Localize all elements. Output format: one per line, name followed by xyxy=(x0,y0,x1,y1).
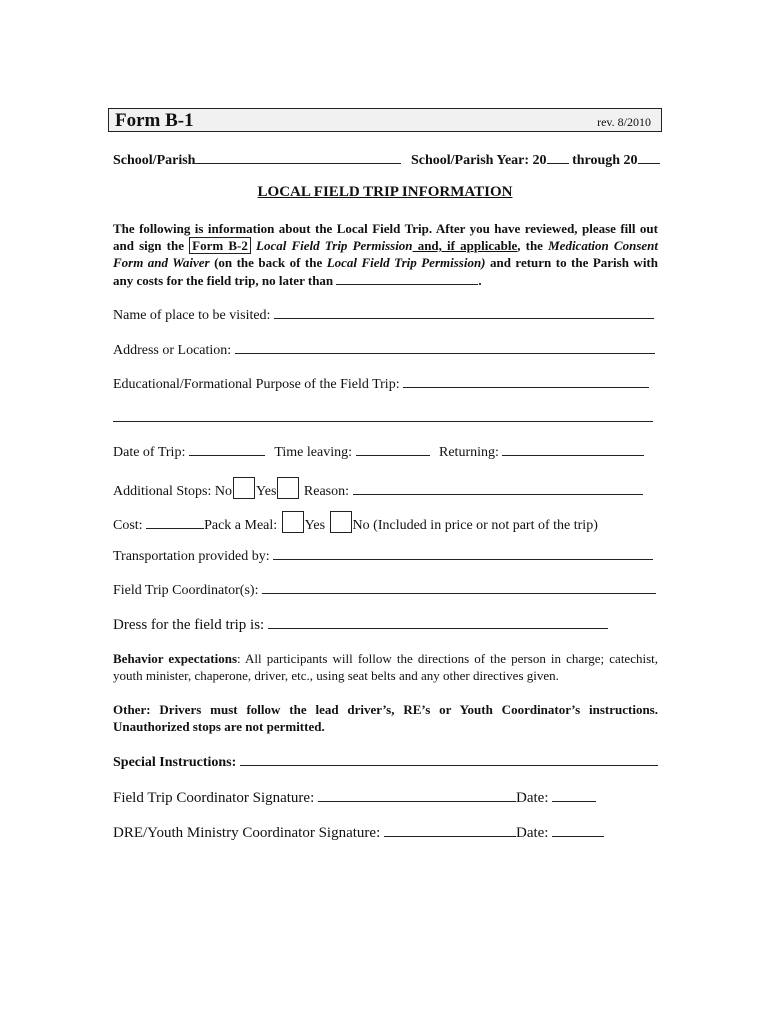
address-field[interactable] xyxy=(235,340,655,354)
cost-label: Cost: xyxy=(113,518,143,533)
dre-date-field[interactable] xyxy=(552,823,604,837)
cost-row xyxy=(113,511,598,534)
returning-field[interactable] xyxy=(502,442,644,456)
other-text: Drivers must follow the lead driver’s, RE’s or Youth Coordinator’s instructions. Unauthorized stops are not permitted. xyxy=(113,702,658,734)
meal-yes-label: Yes xyxy=(304,518,326,533)
transport-row xyxy=(113,546,653,565)
time-leaving-field[interactable] xyxy=(356,442,430,456)
intro-paragraph xyxy=(113,220,658,289)
purpose-row xyxy=(113,374,649,393)
behavior-paragraph xyxy=(113,650,658,684)
stops-yes-checkbox[interactable] xyxy=(277,477,299,499)
dress-row xyxy=(113,615,608,634)
through-label: through 20 xyxy=(572,153,638,168)
coordinator-signature-row xyxy=(113,788,596,807)
intro-medication: Medication Consent Form and Waiver xyxy=(113,238,658,270)
intro-permission: Local Field Trip Permission xyxy=(250,238,413,253)
intro-text-3: (on the back of the xyxy=(209,255,327,270)
address-row xyxy=(113,340,655,359)
place-label: Name of place to be visited: xyxy=(113,308,271,323)
dre-signature-row xyxy=(113,823,604,842)
stops-row xyxy=(113,477,643,500)
school-line xyxy=(113,150,660,169)
behavior-label: Behavior expectations xyxy=(113,651,238,666)
form-header xyxy=(108,108,662,132)
behavior-text: : All participants will follow the directions of the person in charge; catechist, youth minister, chaperone, driver, etc., using seat belts and any other directives given. xyxy=(113,651,658,683)
coordinator-signature-label: Field Trip Coordinator Signature: xyxy=(113,790,315,806)
reason-field[interactable] xyxy=(353,481,643,495)
year-start-field[interactable] xyxy=(547,150,569,164)
purpose-field-2[interactable] xyxy=(113,408,653,422)
purpose-label: Educational/Formational Purpose of the Field Trip: xyxy=(113,377,400,392)
date-label: Date of Trip: xyxy=(113,445,186,460)
special-row xyxy=(113,752,658,771)
stops-label: Additional Stops: No xyxy=(113,484,233,499)
intro-permission-2: Local Field Trip Permission) xyxy=(326,255,486,270)
time-leaving-label: Time leaving: xyxy=(274,445,352,460)
form-b2-ref: Form B-2 xyxy=(189,237,251,254)
intro-text: The following is information about the Local Field Trip. After you have reviewed, please fill out and sign the xyxy=(113,221,658,253)
meal-yes-checkbox[interactable] xyxy=(282,511,304,533)
stops-yes-label: Yes xyxy=(256,484,277,499)
meal-no-checkbox[interactable] xyxy=(330,511,352,533)
pack-meal-label: Pack a Meal: xyxy=(204,518,278,533)
deadline-field[interactable] xyxy=(336,271,478,285)
coordinator-date-label: Date: xyxy=(516,790,549,806)
place-field[interactable] xyxy=(274,305,654,319)
year-end-field[interactable] xyxy=(638,150,660,164)
place-row xyxy=(113,305,654,324)
intro-if-applicable: and, if applicable xyxy=(412,238,518,253)
coordinator-signature-field[interactable] xyxy=(318,788,516,802)
school-field[interactable] xyxy=(195,150,401,164)
meal-no-label: No (Included in price or not part of the trip) xyxy=(352,518,598,533)
date-row xyxy=(113,442,644,461)
intro-text-2: , the xyxy=(517,238,549,253)
coordinator-field[interactable] xyxy=(262,580,656,594)
other-paragraph xyxy=(113,701,658,735)
coordinator-row xyxy=(113,580,656,599)
stops-no-checkbox[interactable] xyxy=(233,477,255,499)
purpose-field[interactable] xyxy=(403,374,649,388)
returning-label: Returning: xyxy=(439,445,499,460)
transport-label: Transportation provided by: xyxy=(113,549,270,564)
cost-field[interactable] xyxy=(146,515,204,529)
coordinator-date-field[interactable] xyxy=(552,788,596,802)
page-title: LOCAL FIELD TRIP INFORMATION xyxy=(257,184,513,200)
address-label: Address or Location: xyxy=(113,343,232,358)
dre-signature-label: DRE/Youth Ministry Coordinator Signature: xyxy=(113,825,381,841)
dress-label: Dress for the field trip is: xyxy=(113,617,265,633)
intro-period: . xyxy=(478,273,482,288)
special-label: Special Instructions: xyxy=(113,755,237,770)
year-label: School/Parish Year: 20 xyxy=(410,153,547,168)
school-label: School/Parish xyxy=(113,153,196,168)
coordinator-label: Field Trip Coordinator(s): xyxy=(113,583,259,598)
dress-field[interactable] xyxy=(268,615,608,629)
purpose-row-2 xyxy=(113,408,653,427)
dre-date-label: Date: xyxy=(515,825,549,841)
form-id: Form B-1 xyxy=(115,110,194,131)
dre-signature-field[interactable] xyxy=(384,823,516,837)
intro-text-4: and return to the Parish with any costs for the field trip, no later than xyxy=(113,255,658,288)
reason-label: Reason: xyxy=(303,484,349,499)
other-label: Other: xyxy=(113,702,151,717)
transport-field[interactable] xyxy=(273,546,653,560)
revision-label: rev. 8/2010 xyxy=(597,115,651,129)
date-field[interactable] xyxy=(189,442,265,456)
special-field[interactable] xyxy=(240,752,658,766)
